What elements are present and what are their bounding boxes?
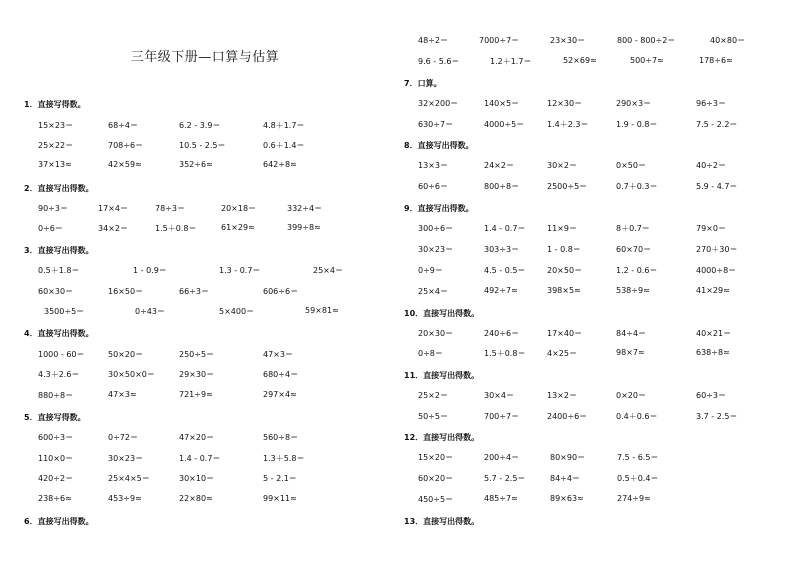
problem: 25×2＝ bbox=[418, 391, 448, 400]
problem: 40×80＝ bbox=[710, 36, 746, 45]
problem: 274÷9≈ bbox=[617, 494, 651, 503]
problem: 492÷7≈ bbox=[484, 286, 518, 295]
problem: 200÷4＝ bbox=[484, 453, 520, 462]
problem: 8＋0.7＝ bbox=[616, 224, 650, 233]
problem: 79×0＝ bbox=[696, 224, 726, 233]
problem: 52×69≈ bbox=[563, 56, 597, 65]
problem: 20×30＝ bbox=[418, 329, 454, 338]
problem: 7.5 - 6.5＝ bbox=[617, 453, 659, 462]
section-heading: 12．直接写出得数。 bbox=[404, 433, 480, 442]
problem: 40÷2＝ bbox=[696, 161, 726, 170]
problem: 32×200＝ bbox=[418, 99, 459, 108]
problem: 3.7 - 2.5＝ bbox=[696, 412, 738, 421]
problem: 1.5＋0.8＝ bbox=[484, 349, 526, 358]
problem: 17×40＝ bbox=[547, 329, 583, 338]
problem: 25×22＝ bbox=[38, 141, 74, 150]
problem: 420÷2＝ bbox=[38, 474, 74, 483]
problem: 80×90＝ bbox=[550, 453, 586, 462]
section-heading: 9．直接写出得数。 bbox=[404, 204, 474, 213]
problem: 29×30＝ bbox=[179, 370, 215, 379]
problem: 30×23＝ bbox=[418, 245, 454, 254]
problem: 50÷5＝ bbox=[418, 412, 448, 421]
problem: 47×3＝ bbox=[263, 350, 293, 359]
problem: 30×23＝ bbox=[108, 454, 144, 463]
problem: 240÷6＝ bbox=[484, 329, 520, 338]
problem: 238÷6≈ bbox=[38, 494, 72, 503]
problem: 68÷4＝ bbox=[108, 121, 138, 130]
section-heading: 5．直接写得数。 bbox=[24, 413, 86, 422]
section-heading: 10．直接写出得数。 bbox=[404, 309, 480, 318]
problem: 7000÷7＝ bbox=[479, 36, 520, 45]
problem: 0÷43＝ bbox=[135, 307, 165, 316]
problem: 60÷3＝ bbox=[696, 391, 726, 400]
problem: 1 - 0.9＝ bbox=[133, 266, 167, 275]
problem: 1.4 - 0.7＝ bbox=[484, 224, 526, 233]
problem: 1.4 - 0.7＝ bbox=[179, 454, 221, 463]
problem: 485÷7≈ bbox=[484, 494, 518, 503]
problem: 5 - 2.1＝ bbox=[263, 474, 297, 483]
problem: 48÷2＝ bbox=[418, 36, 448, 45]
problem: 1.2 - 0.6＝ bbox=[616, 266, 658, 275]
problem: 60×30＝ bbox=[38, 287, 74, 296]
problem: 4.3＋2.6＝ bbox=[38, 370, 80, 379]
section-heading: 13．直接写出得数。 bbox=[404, 517, 480, 526]
problem: 270＋30＝ bbox=[696, 245, 738, 254]
problem: 0.7＋0.3＝ bbox=[616, 182, 658, 191]
problem: 290×3＝ bbox=[616, 99, 652, 108]
problem: 0×20＝ bbox=[616, 391, 646, 400]
problem: 800÷8＝ bbox=[484, 182, 520, 191]
problem: 99×11≈ bbox=[263, 494, 297, 503]
problem: 800 - 800÷2＝ bbox=[617, 36, 676, 45]
problem: 398×5≈ bbox=[547, 286, 581, 295]
problem: 0.5＋1.8＝ bbox=[38, 266, 80, 275]
problem: 25×4×5＝ bbox=[108, 474, 150, 483]
problem: 50×20＝ bbox=[108, 350, 144, 359]
problem: 3500÷5＝ bbox=[44, 307, 85, 316]
problem: 30×10＝ bbox=[179, 474, 215, 483]
problem: 4000÷8＝ bbox=[696, 266, 737, 275]
problem: 5.9 - 4.7＝ bbox=[696, 182, 738, 191]
problem: 700÷7＝ bbox=[484, 412, 520, 421]
problem: 2500÷5＝ bbox=[547, 182, 588, 191]
problem: 110×0＝ bbox=[38, 454, 74, 463]
problem: 25×4＝ bbox=[418, 287, 448, 296]
problem: 37×13≈ bbox=[38, 160, 72, 169]
problem: 721÷9≈ bbox=[179, 390, 213, 399]
problem: 642÷8≈ bbox=[263, 160, 297, 169]
problem: 41×29≈ bbox=[696, 286, 730, 295]
problem: 630÷7＝ bbox=[418, 120, 454, 129]
problem: 1.3＋5.8＝ bbox=[263, 454, 305, 463]
problem: 17×4＝ bbox=[98, 204, 128, 213]
problem: 11×9＝ bbox=[547, 224, 577, 233]
problem: 30×2＝ bbox=[547, 161, 577, 170]
problem: 538÷9≈ bbox=[616, 286, 650, 295]
problem: 638÷8≈ bbox=[696, 348, 730, 357]
problem: 25×4＝ bbox=[313, 266, 343, 275]
problem: 30×50×0＝ bbox=[108, 370, 155, 379]
problem: 399÷8≈ bbox=[287, 223, 321, 232]
section-heading: 2．直接写出得数。 bbox=[24, 184, 94, 193]
problem: 4×25＝ bbox=[547, 349, 577, 358]
problem: 60×70＝ bbox=[616, 245, 652, 254]
problem: 303÷3＝ bbox=[484, 245, 520, 254]
problem: 12×30＝ bbox=[547, 99, 583, 108]
problem: 15×23＝ bbox=[38, 121, 74, 130]
problem: 560÷8＝ bbox=[263, 433, 299, 442]
page-title: 三年级下册—口算与估算 bbox=[130, 50, 280, 65]
problem: 178÷6≈ bbox=[699, 56, 733, 65]
problem: 1000 - 60＝ bbox=[38, 350, 85, 359]
problem: 96÷3＝ bbox=[696, 99, 726, 108]
problem: 24×2＝ bbox=[484, 161, 514, 170]
problem: 250÷5＝ bbox=[179, 350, 215, 359]
problem: 0÷8＝ bbox=[418, 349, 443, 358]
problem: 1.5＋0.8＝ bbox=[155, 224, 197, 233]
problem: 450÷5＝ bbox=[418, 495, 454, 504]
problem: 9.6 - 5.6＝ bbox=[418, 57, 460, 66]
problem: 60÷6＝ bbox=[418, 182, 448, 191]
problem: 1.9 - 0.8＝ bbox=[616, 120, 658, 129]
problem: 453÷9≈ bbox=[108, 494, 142, 503]
problem: 0÷6＝ bbox=[38, 224, 63, 233]
problem: 30×4＝ bbox=[484, 391, 514, 400]
problem: 5.7 - 2.5＝ bbox=[484, 474, 526, 483]
section-heading: 6．直接写出得数。 bbox=[24, 517, 94, 526]
problem: 16×50＝ bbox=[108, 287, 144, 296]
problem: 5×400＝ bbox=[219, 307, 255, 316]
problem: 0.6＋1.4＝ bbox=[263, 141, 305, 150]
problem: 300÷6＝ bbox=[418, 224, 454, 233]
problem: 84÷4＝ bbox=[616, 329, 646, 338]
problem: 7.5 - 2.2＝ bbox=[696, 120, 738, 129]
problem: 1 - 0.8＝ bbox=[547, 245, 581, 254]
problem: 66÷3＝ bbox=[179, 287, 209, 296]
problem: 4.8＋1.7＝ bbox=[263, 121, 305, 130]
problem: 297×4≈ bbox=[263, 390, 297, 399]
problem: 332÷4＝ bbox=[287, 204, 323, 213]
problem: 90÷3＝ bbox=[38, 204, 68, 213]
problem: 0÷72＝ bbox=[108, 433, 138, 442]
problem: 78÷3＝ bbox=[155, 204, 185, 213]
problem: 13×3＝ bbox=[418, 161, 448, 170]
problem: 59×81≈ bbox=[305, 306, 339, 315]
problem: 10.5 - 2.5＝ bbox=[179, 141, 226, 150]
problem: 4.5 - 0.5＝ bbox=[484, 266, 526, 275]
problem: 23×30＝ bbox=[550, 36, 586, 45]
problem: 0.4＋0.6＝ bbox=[616, 412, 658, 421]
section-heading: 11．直接写出得数。 bbox=[404, 371, 480, 380]
problem: 606÷6＝ bbox=[263, 287, 299, 296]
problem: 40×21＝ bbox=[696, 329, 732, 338]
problem: 84÷4＝ bbox=[550, 474, 580, 483]
problem: 680÷4＝ bbox=[263, 370, 299, 379]
problem: 880÷8＝ bbox=[38, 391, 74, 400]
problem: 2400÷6＝ bbox=[547, 412, 588, 421]
section-heading: 4．直接写出得数。 bbox=[24, 329, 94, 338]
problem: 89×63≈ bbox=[550, 494, 584, 503]
problem: 60×20＝ bbox=[418, 474, 454, 483]
problem: 42×59≈ bbox=[108, 160, 142, 169]
problem: 140×5＝ bbox=[484, 99, 520, 108]
problem: 20×50＝ bbox=[547, 266, 583, 275]
problem: 61×29≈ bbox=[221, 223, 255, 232]
problem: 600÷3＝ bbox=[38, 433, 74, 442]
section-heading: 1．直接写得数。 bbox=[24, 100, 86, 109]
problem: 0×50＝ bbox=[616, 161, 646, 170]
problem: 4000÷5＝ bbox=[484, 120, 525, 129]
section-heading: 7．口算。 bbox=[404, 79, 442, 88]
problem: 6.2 - 3.9＝ bbox=[179, 121, 221, 130]
problem: 98×7≈ bbox=[616, 348, 645, 357]
problem: 13×2＝ bbox=[547, 391, 577, 400]
problem: 15×20＝ bbox=[418, 453, 454, 462]
problem: 47×20＝ bbox=[179, 433, 215, 442]
problem: 1.4＋2.3＝ bbox=[547, 120, 589, 129]
problem: 500÷7≈ bbox=[630, 56, 664, 65]
section-heading: 8．直接写出得数。 bbox=[404, 141, 474, 150]
problem: 34×2＝ bbox=[98, 224, 128, 233]
section-heading: 3．直接写出得数。 bbox=[24, 246, 94, 255]
problem: 20×18＝ bbox=[221, 204, 257, 213]
problem: 0÷9＝ bbox=[418, 266, 443, 275]
problem: 352÷6≈ bbox=[179, 160, 213, 169]
problem: 708÷6＝ bbox=[108, 141, 144, 150]
problem: 0.5＋0.4＝ bbox=[617, 474, 659, 483]
problem: 22×80≈ bbox=[179, 494, 213, 503]
problem: 1.3 - 0.7＝ bbox=[219, 266, 261, 275]
problem: 1.2＋1.7＝ bbox=[490, 57, 532, 66]
problem: 47×3≈ bbox=[108, 390, 137, 399]
